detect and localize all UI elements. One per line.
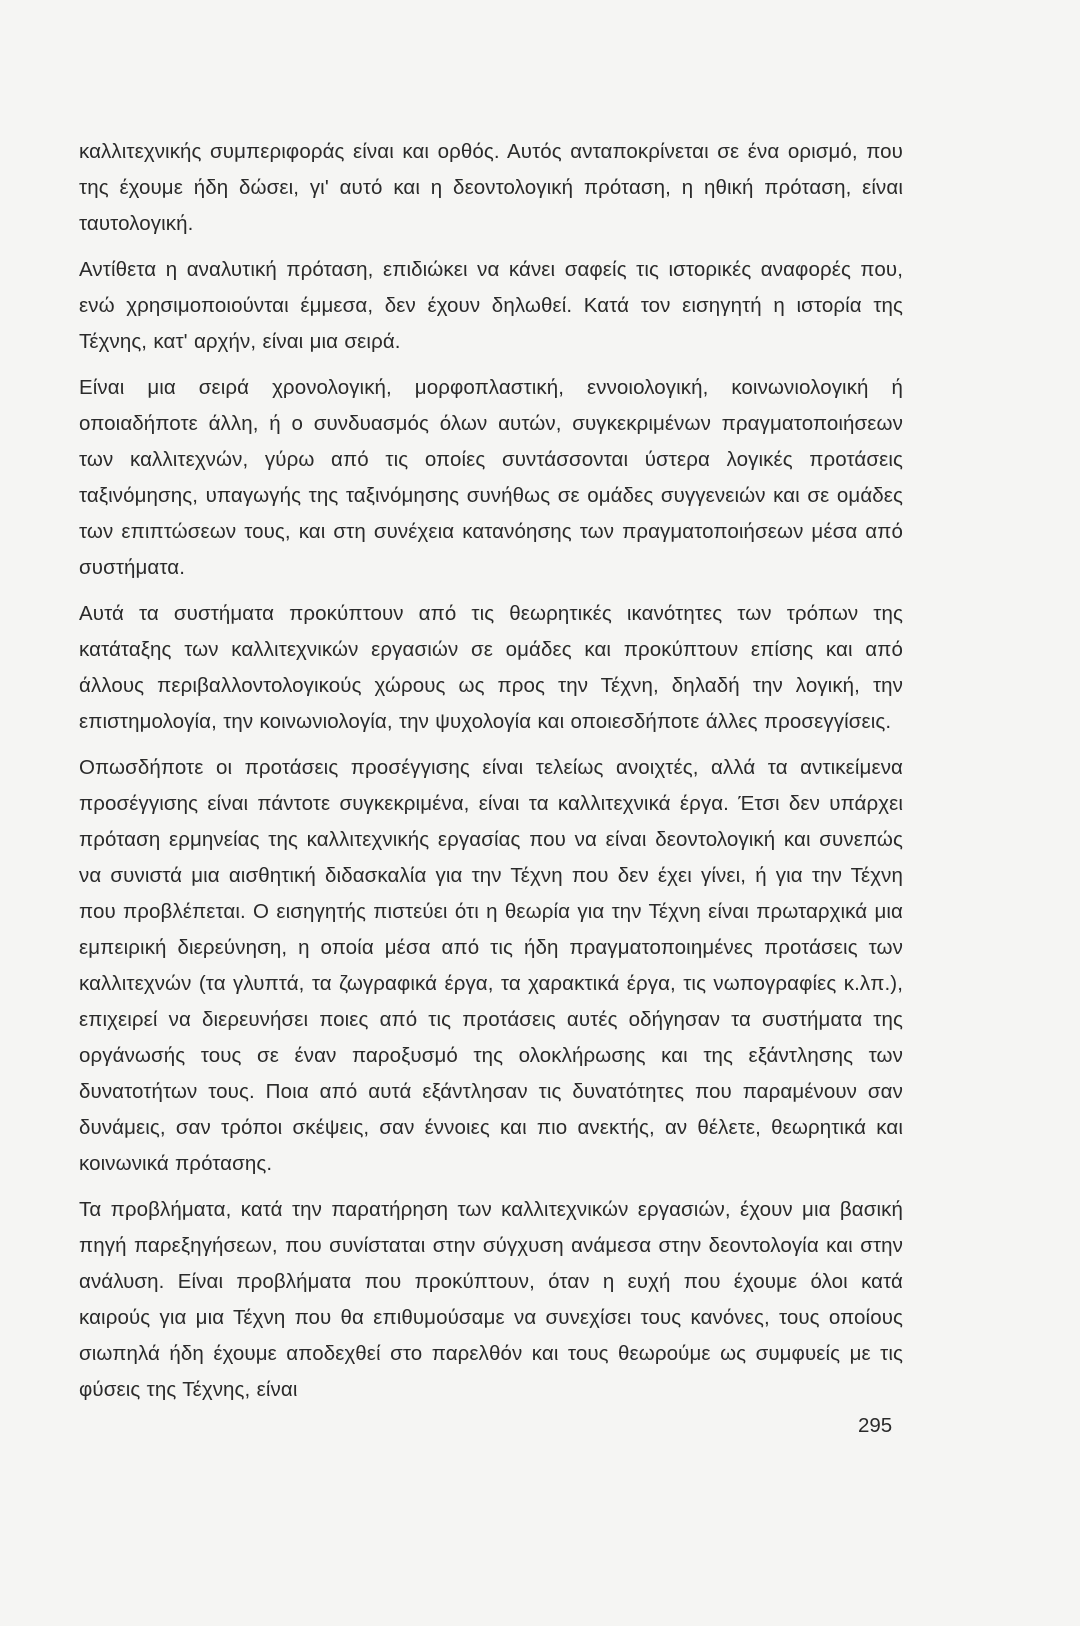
paragraph-3: Είναι μια σειρά χρονολογική, μορφοπλαστική, εννοιολογική, κοινωνιολογική ή οποιαδήποτε άλλη, ή ο συνδυασμός όλων αυτών, συγκεκριμένων πραγματοποιήσεων των καλλιτεχνών, γύρω από τις οποίες συντάσσονται ύστερα λογικές προτάσεις ταξινόμησης, υπαγωγής της ταξινόμησης συνήθως σε ομάδες συγγενειών και σε ομάδες των επιπτώσεων τους, και στη συνέχεια κατανόησης των πραγματοποιήσεων μέσα από συστήματα. [79, 376, 903, 579]
page-number: 295 [858, 1414, 893, 1437]
paragraph-5: Οπωσδήποτε οι προτάσεις προσέγγισης είναι τελείως ανοιχτές, αλλά τα αντικείμενα προσέγγισης είναι πάντοτε συγκεκριμένα, είναι τα καλλιτεχνικά έργα. Έτσι δεν υπάρχει πρόταση ερμηνείας της καλλιτεχνικής εργασίας που να είναι δεοντολογική και συνεπώς να συνιστά μια αισθητική διδασκαλία για την Τέχνη που δεν έχει γίνει, ή για την Τέχνη που προβλέπεται. Ο εισηγητής πιστεύει ότι η θεωρία για την Τέχνη είναι πρωταρχικά μια εμπειρική διερεύνηση, η οποία μέσα από τις ήδη πραγματοποιημένες προτάσεις των καλλιτεχνών (τα γλυπτά, τα ζωγραφικά έργα, τα χαρακτικά έργα, τις νωπογραφίες κ.λπ.), επιχειρεί να διερευνήσει ποιες από τις προτάσεις αυτές οδήγησαν τα συστήματα της οργάνωσής τους σε έναν παροξυσμό της ολοκλήρωσης και της εξάντλησης των δυνατοτήτων τους. Ποια από αυτά εξάντλησαν τις δυνατότητες που παραμένουν σαν δυνάμεις, σαν τρόποι σκέψεις, σαν έννοιες και πιο ανεκτής, αν θέλετε, θεωρητικά και κοινωνικά πρότασης. [79, 756, 903, 1175]
paragraph-1: καλλιτεχνικής συμπεριφοράς είναι και ορθός. Αυτός ανταποκρίνεται σε ένα ορισμό, που της έχουμε ήδη δώσει, γι' αυτό και η δεοντολογική πρόταση, η ηθική πρόταση, είναι ταυτολογική. [79, 140, 903, 235]
body-text [79, 134, 903, 1418]
paragraph-4: Αυτά τα συστήματα προκύπτουν από τις θεωρητικές ικανότητες των τρόπων της κατάταξης των καλλιτεχνικών εργασιών σε ομάδες και προκύπτουν επίσης και από άλλους περιβαλλοντολογικούς χώρους ως προς την Τέχνη, δηλαδή την λογική, την επιστημολογία, την κοινωνιολογία, την ψυχολογία και οποιεσδήποτε άλλες προσεγγίσεις. [79, 602, 903, 733]
paragraph-2: Αντίθετα η αναλυτική πρόταση, επιδιώκει να κάνει σαφείς τις ιστορικές αναφορές που, ενώ χρησιμοποιούνται έμμεσα, δεν έχουν δηλωθεί. Κατά τον εισηγητή η ιστορία της Τέχνης, κατ' αρχήν, είναι μια σειρά. [79, 258, 903, 353]
paragraph-6: Τα προβλήματα, κατά την παρατήρηση των καλλιτεχνικών εργασιών, έχουν μια βασική πηγή παρεξηγήσεων, που συνίσταται στην σύγχυση ανάμεσα στην δεοντολογία και στην ανάλυση. Είναι προβλήματα που προκύπτουν, όταν η ευχή που έχουμε όλοι κατά καιρούς για μια Τέχνη που θα επιθυμούσαμε να συνεχίσει τους κανόνες, τους οποίους σιωπηλά ήδη έχουμε αποδεχθεί στο παρελθόν και τους θεωρούμε ως συμφυείς με τις φύσεις της Τέχνης, είναι [79, 1198, 903, 1401]
